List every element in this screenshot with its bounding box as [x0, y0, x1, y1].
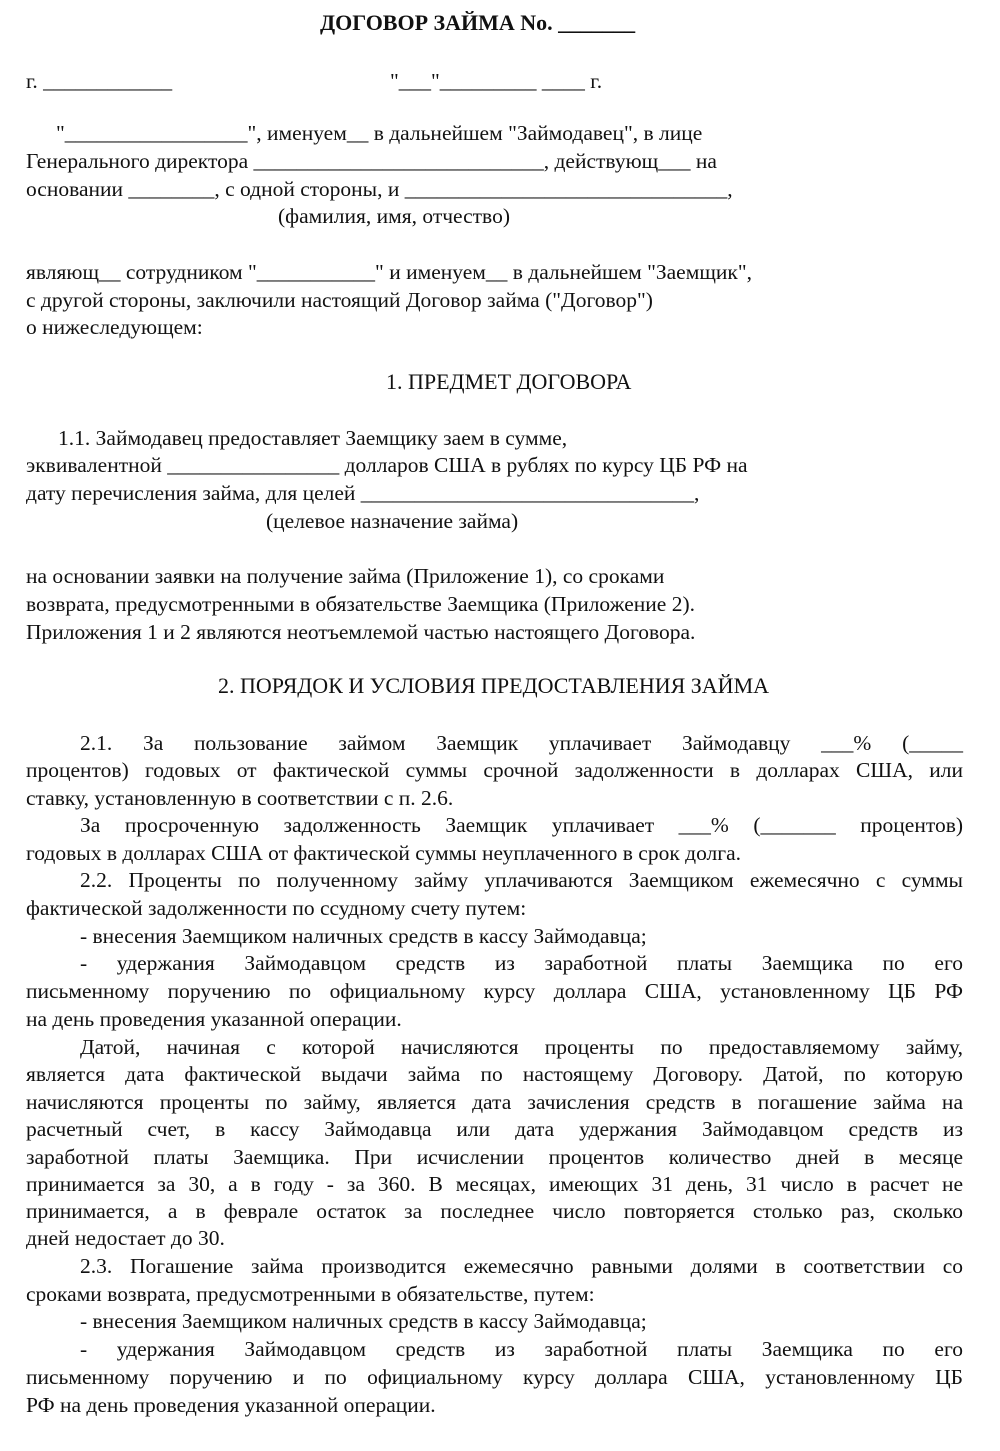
section-2-line: 2.3. Погашение займа производится ежемесячно равными долями в соответствии со	[80, 1254, 963, 1278]
section-2-line: - удержания Займодавцом средств из заработной платы Заемщика по его	[80, 951, 963, 975]
section-2-line: Датой, начиная с которой начисляются проценты по предоставляемому займу,	[80, 1035, 963, 1059]
preamble-line: Генерального директора ___________________________, действующ___ на	[26, 149, 717, 173]
section-2-line: начисляются проценты по займу, является дата зачисления средств в погашение займа на	[26, 1090, 963, 1114]
preamble-line: основании ________, с одной стороны, и ______________________________,	[26, 177, 733, 201]
section-2-line: письменному поручению и по официальному курсу доллара США, установленному ЦБ	[26, 1365, 963, 1389]
section-1-line: Приложения 1 и 2 являются неотъемлемой частью настоящего Договора.	[26, 620, 696, 644]
section-2-line: годовых в долларах США от фактической суммы неуплаченного в срок долга.	[26, 841, 742, 865]
section-1-heading: 1. ПРЕДМЕТ ДОГОВОРА	[386, 369, 632, 394]
section-2-line: на день проведения указанной операции.	[26, 1007, 402, 1031]
section-2-line: - внесения Заемщиком наличных средств в кассу Займодавца;	[80, 924, 647, 948]
preamble-line: "_________________", именуем__ в дальнейшем "Займодавец", в лице	[56, 121, 703, 145]
section-2-line: РФ на день проведения указанной операции.	[26, 1393, 436, 1417]
section-2-line: расчетный счет, в кассу Займодавца или дата удержания Займодавцом средств из	[26, 1117, 963, 1141]
date-line: "___"_________ ____ г.	[390, 69, 603, 93]
section-1-line: 1.1. Займодавец предоставляет Заемщику заем в сумме,	[58, 426, 568, 450]
section-2-line: ставку, установленную в соответствии с п. 2.6.	[26, 786, 454, 810]
section-2-line: принимается за 30, а в году - за 360. В месяцах, имеющих 31 день, 31 число в расчет не	[26, 1172, 963, 1196]
section-2-line: 2.2. Проценты по полученному займу уплачиваются Заемщиком ежемесячно с суммы	[80, 868, 963, 892]
section-2-line: фактической задолженности по ссудному счету путем:	[26, 896, 527, 920]
section-2-line: дней недостает до 30.	[26, 1226, 225, 1250]
section-2-line: принимается, а в феврале остаток за последнее число повторяется столько раз, сколько	[26, 1199, 963, 1223]
document-title: ДОГОВОР ЗАЙМА No. _______	[320, 10, 636, 35]
preamble-line: о нижеследующем:	[26, 315, 203, 339]
section-2-line: - внесения Заемщиком наличных средств в кассу Займодавца;	[80, 1309, 647, 1333]
section-2-line: процентов) годовых от фактической суммы срочной задолженности в долларах США, или	[26, 758, 963, 782]
preamble-line: являющ__ сотрудником "___________" и именуем__ в дальнейшем "Заемщик",	[26, 260, 752, 284]
section-2-line: За просроченную задолженность Заемщик уплачивает ___% (_______ процентов)	[80, 813, 963, 837]
preamble-line: с другой стороны, заключили настоящий Договор займа ("Договор")	[26, 288, 653, 312]
preamble-caption: (фамилия, имя, отчество)	[278, 204, 510, 228]
section-1-line: эквивалентной ________________ долларов США в рублях по курсу ЦБ РФ на	[26, 453, 748, 477]
section-1-line: на основании заявки на получение займа (Приложение 1), со сроками	[26, 564, 665, 588]
section-1-caption: (целевое назначение займа)	[266, 509, 519, 533]
section-2-line: сроками возврата, предусмотренными в обязательстве, путем:	[26, 1282, 595, 1306]
section-1-line: дату перечисления займа, для целей _______________________________,	[26, 481, 700, 505]
section-2-line: является дата фактической выдачи займа по настоящему Договору. Датой, по которую	[26, 1062, 963, 1086]
section-1-line: возврата, предусмотренными в обязательстве Заемщика (Приложение 2).	[26, 592, 695, 616]
section-2-heading: 2. ПОРЯДОК И УСЛОВИЯ ПРЕДОСТАВЛЕНИЯ ЗАЙМА	[218, 673, 770, 698]
section-2-line: заработной платы Заемщика. При исчислении процентов количество дней в месяце	[26, 1145, 963, 1169]
place-line: г. ____________	[26, 69, 173, 93]
section-2-line: 2.1. За пользование займом Заемщик уплачивает Займодавцу ___% (_____	[80, 731, 963, 755]
section-2-line: письменному поручению по официальному курсу доллара США, установленному ЦБ РФ	[26, 979, 963, 1003]
section-2-line: - удержания Займодавцом средств из заработной платы Заемщика по его	[80, 1337, 963, 1361]
